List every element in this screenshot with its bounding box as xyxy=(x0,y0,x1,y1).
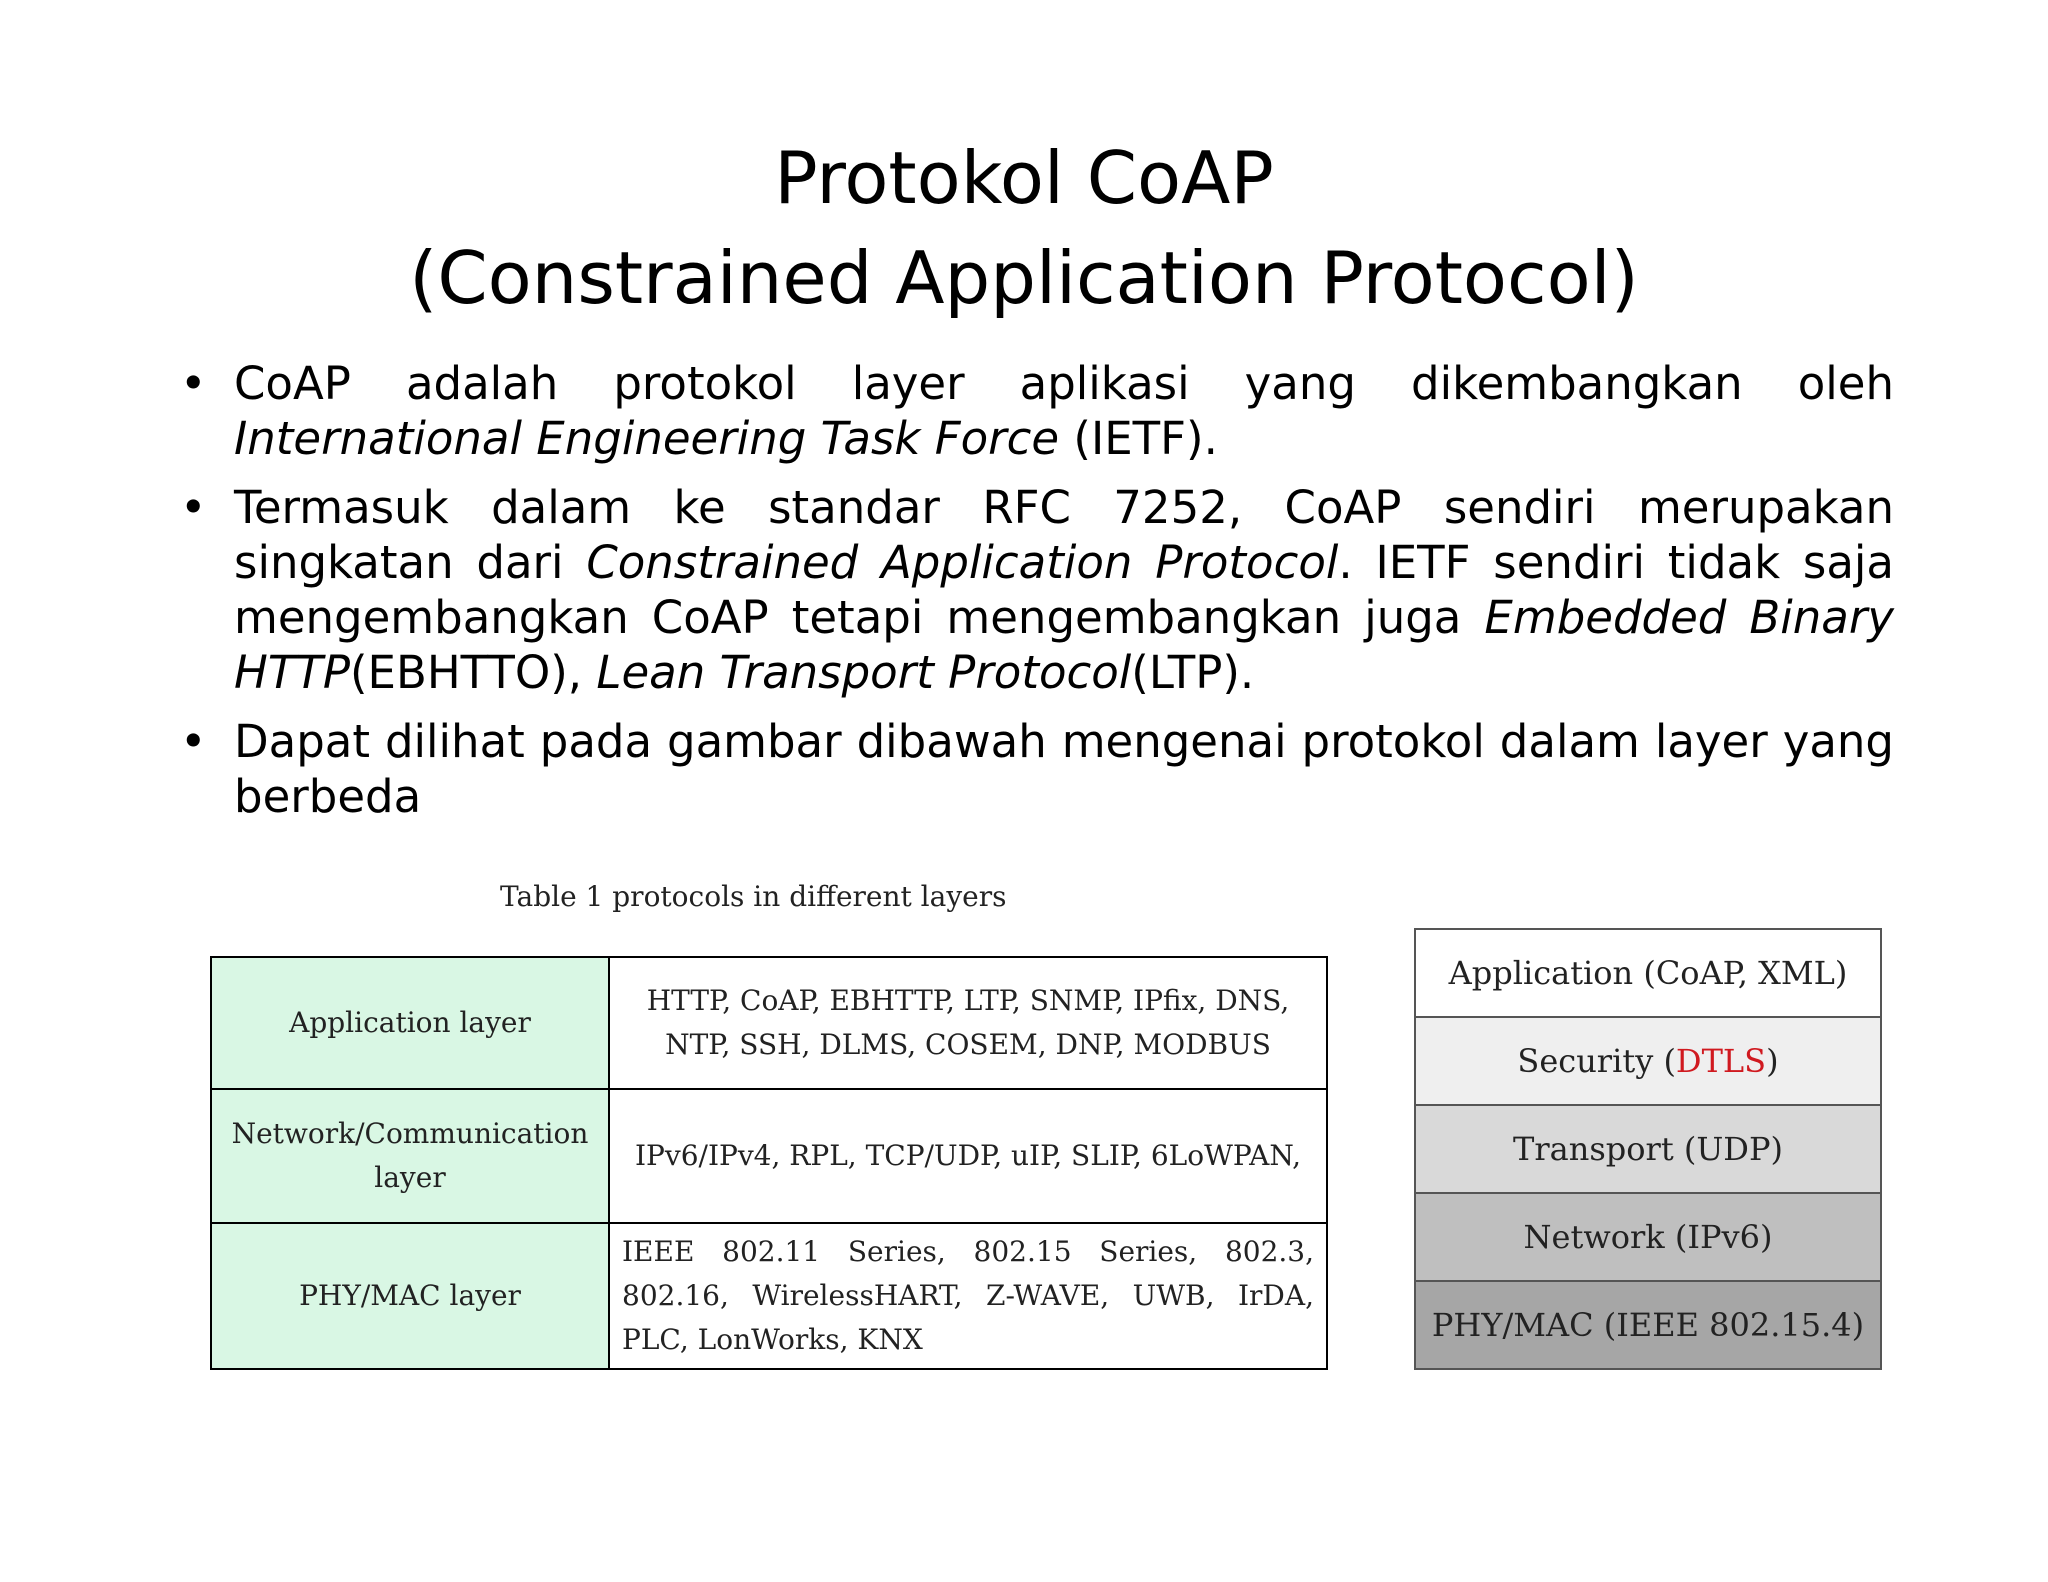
bullet-italic-text: International Engineering Task Force xyxy=(234,412,1060,465)
table-row xyxy=(211,1223,1327,1369)
bullet-text: (LTP). xyxy=(1131,646,1255,699)
stack-security-suffix: ) xyxy=(1766,1042,1779,1080)
stack-security-label: Security ( xyxy=(1517,1042,1676,1080)
table-row xyxy=(211,1089,1327,1223)
bullet-icon: • xyxy=(180,715,207,768)
protocol-layers-table xyxy=(210,956,1328,1370)
bullet-text: Termasuk dalam ke standar RFC 7252, CoAP sendiri merupakan singkatan dari xyxy=(234,481,1894,589)
table-row xyxy=(211,957,1327,1089)
stack-layer-transport: Transport (UDP) xyxy=(1416,1106,1880,1194)
stack-layer-security xyxy=(1416,1018,1880,1106)
stack-security-dtls: DTLS xyxy=(1675,1042,1767,1080)
bullet-italic-text: Embedded Binary HTTP xyxy=(234,591,1894,699)
slide-title xyxy=(0,128,2048,328)
bullet-item-ietf xyxy=(176,356,1894,466)
stack-layer-phy-mac: PHY/MAC (IEEE 802.15.4) xyxy=(1416,1282,1880,1368)
bullet-text: CoAP adalah protokol layer aplikasi yang dikembangkan oleh xyxy=(234,357,1894,410)
bullet-icon: • xyxy=(180,357,207,410)
table-cell-layer: Network/Communication layer xyxy=(211,1089,609,1223)
title-line-2: (Constrained Application Protocol) xyxy=(409,236,1639,320)
stack-layer-application: Application (CoAP, XML) xyxy=(1416,930,1880,1018)
table-cell-protocols: HTTP, CoAP, EBHTTP, LTP, SNMP, IPfix, DNS, NTP, SSH, DLMS, COSEM, DNP, MODBUS xyxy=(609,957,1327,1089)
bullet-icon: • xyxy=(180,481,207,534)
protocol-stack-diagram xyxy=(1414,928,1882,1370)
table-cell-layer: PHY/MAC layer xyxy=(211,1223,609,1369)
table-caption: Table 1 protocols in different layers xyxy=(500,880,1007,913)
bullet-item-rfc xyxy=(176,480,1894,700)
bullet-item-layers xyxy=(176,714,1894,824)
table-cell-protocols: IEEE 802.11 Series, 802.15 Series, 802.3, 802.16, WirelessHART, Z-WAVE, UWB, IrDA, PLC, LonWorks, KNX xyxy=(609,1223,1327,1369)
bullet-text: (EBHTTO), xyxy=(349,646,597,699)
bullet-italic-text: Lean Transport Protocol xyxy=(596,646,1132,699)
table-cell-protocols: IPv6/IPv4, RPL, TCP/UDP, uIP, SLIP, 6LoWPAN, xyxy=(609,1089,1327,1223)
table-cell-layer: Application layer xyxy=(211,957,609,1089)
bullet-italic-text: Constrained Application Protocol xyxy=(586,536,1339,589)
stack-layer-network: Network (IPv6) xyxy=(1416,1194,1880,1282)
bullet-text: Dapat dilihat pada gambar dibawah mengenai protokol dalam layer yang berbeda xyxy=(234,715,1894,823)
title-line-1: Protokol CoAP xyxy=(774,136,1274,220)
bullet-list xyxy=(176,356,1894,838)
bullet-text: (IETF). xyxy=(1059,412,1218,465)
bullet-text: . IETF sendiri tidak saja mengembangkan CoAP tetapi mengembangkan juga xyxy=(234,536,1895,644)
